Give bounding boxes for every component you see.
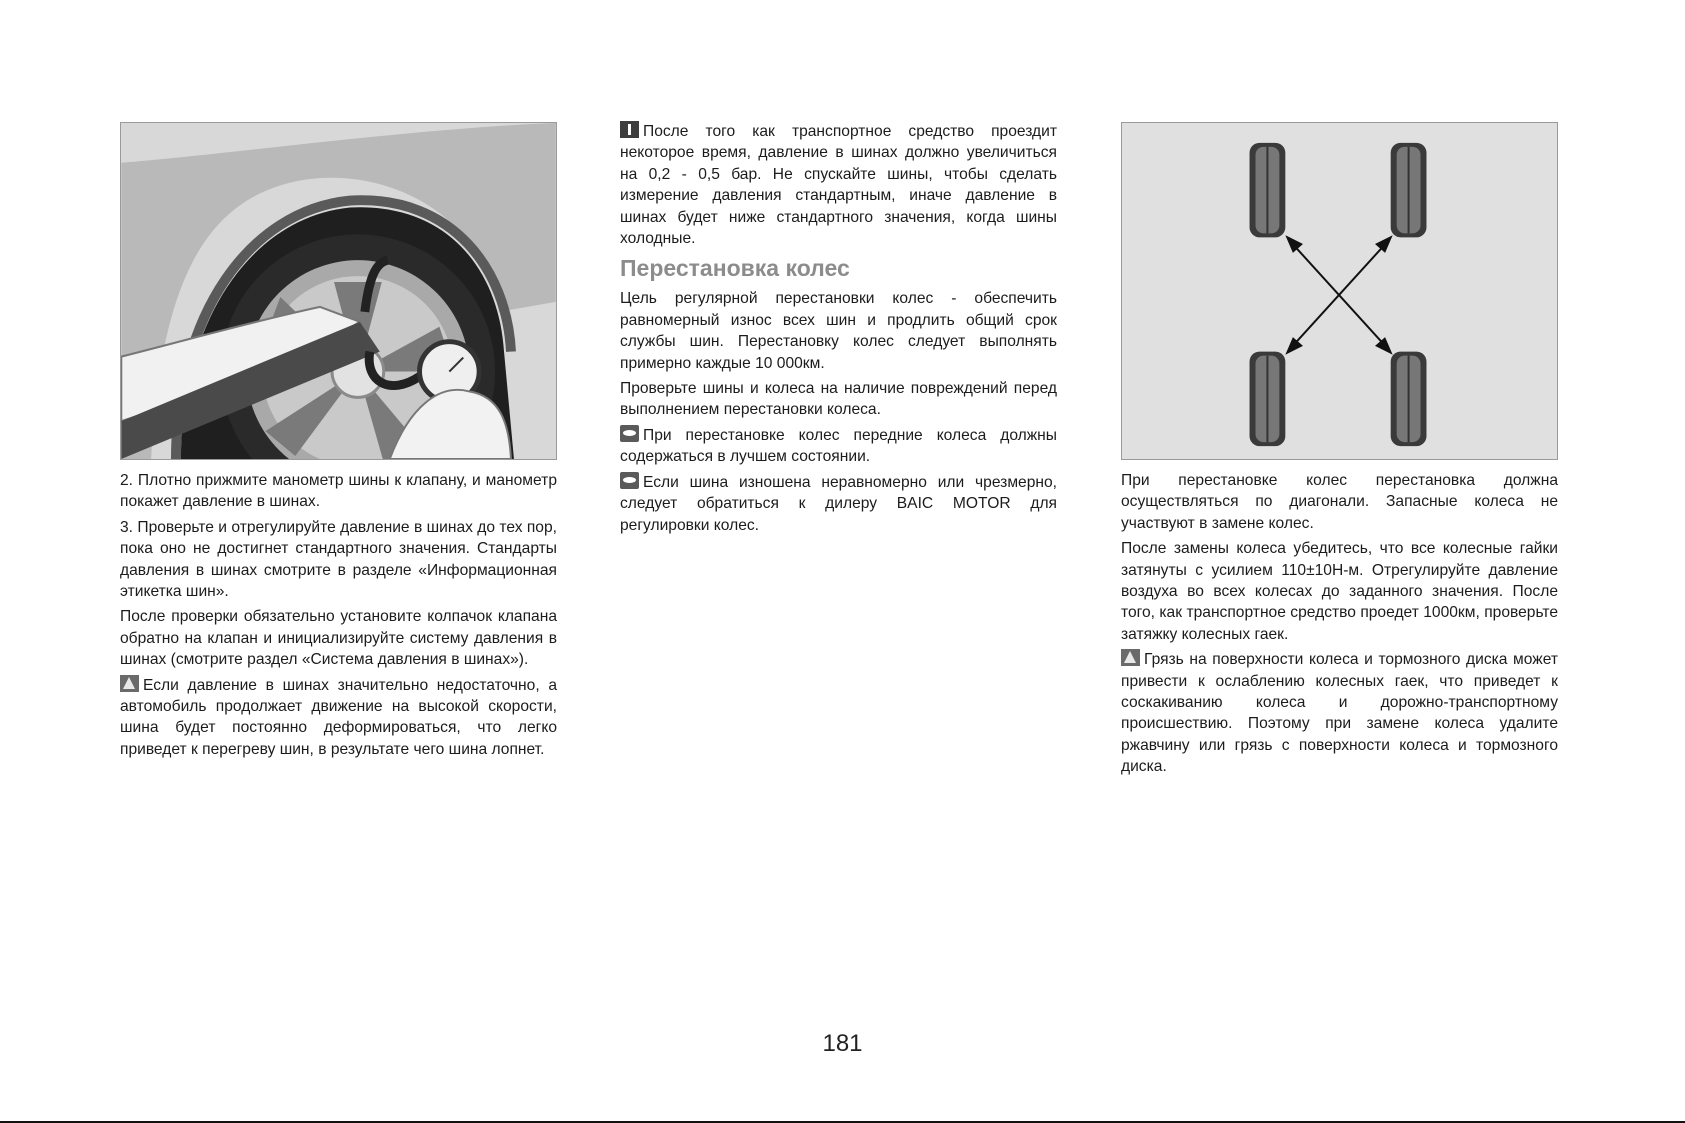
section-heading: Перестановка колес [620,255,850,282]
cap-reminder-text: После проверки обязательно установите колпачок клапана обратно на клапан и инициализируйте систему давления в шинах (смотрите раздел «Система давления в шинах»). [120,608,557,669]
tire-icon [1250,352,1286,446]
eye-icon [620,472,639,489]
tire-icon [1391,143,1427,237]
nut-torque-text: После замены колеса убедитесь, что все колесные гайки затянуты с усилием 110±10Н-м. Отрегулируйте давление воздуха во всех колесах до заданного значения. После того, как транспортное средство проедет 1000км, проверьте затяжку колесных гаек. [1121,540,1558,643]
rotation-drawing [1122,123,1557,459]
inspection-text: Проверьте шины и колеса на наличие повреждений перед выполнением перестановки колеса. [620,380,1057,419]
tire-icon [1391,352,1427,446]
middle-column [620,121,1057,540]
page-number: 181 [822,1030,863,1057]
left-column [120,122,557,764]
warning-icon [1121,649,1140,666]
front-wheels-note: При перестановке колес передние колеса должны содержаться в лучшем состоянии. [620,426,1057,466]
dirt-warning: Грязь на поверхности колеса и тормозного диска может привести к ослаблению колесных гаек, что приведет к соскакиванию колеса и дорожно-транспортному происшествию. Поэтому при замене колеса удалите ржавчину или грязь с поверхности колеса и тормозного диска. [1121,651,1558,776]
right-column [1121,122,1558,782]
pressure-info-note: После того как транспортное средство проездит некоторое время, давление в шинах должно увеличиться на 0,2 - 0,5 бар. Не спускайте шины, чтобы сделать измерение давления стандартным, иначе давление в шинах будет ниже стандартного значения, когда шины холодные. [620,123,1057,248]
tire-icon [1250,143,1286,237]
warning-icon [120,675,139,692]
tire-pressure-gauge-illustration [120,122,557,460]
tire-rotation-diagram [1121,122,1558,460]
eye-icon [620,425,639,442]
info-icon [620,121,639,138]
rotation-purpose-text: Цель регулярной перестановки колес - обеспечить равномерный износ всех шин и продлить общий срок службы шин. Перестановку колес следует выполнять примерно каждые 10 000км. [620,290,1057,372]
dealer-note: Если шина изношена неравномерно или чрезмерно, следует обратиться к дилеру BAIC MOTOR для регулировки колес. [620,473,1057,534]
diagonal-rotation-text: При перестановке колес перестановка должна осуществляться по диагонали. Запасные колеса не участвуют в замене колес. [1121,472,1558,532]
low-pressure-warning: Если давление в шинах значительно недостаточно, а автомобиль продолжает движение на высокой скорости, шина будет постоянно деформироваться, что легко приведет к перегреву шин, в результате чего шина лопнет. [120,676,557,758]
step-3-text: 3. Проверьте и отрегулируйте давление в шинах до тех пор, пока оно не достигнет стандартного значения. Стандарты давления в шинах смотрите в разделе «Информационная этикетка шин». [120,518,557,601]
step-2-text: 2. Плотно прижмите манометр шины к клапану, и манометр покажет давление в шинах. [120,472,557,511]
tire-gauge-drawing [121,123,556,459]
